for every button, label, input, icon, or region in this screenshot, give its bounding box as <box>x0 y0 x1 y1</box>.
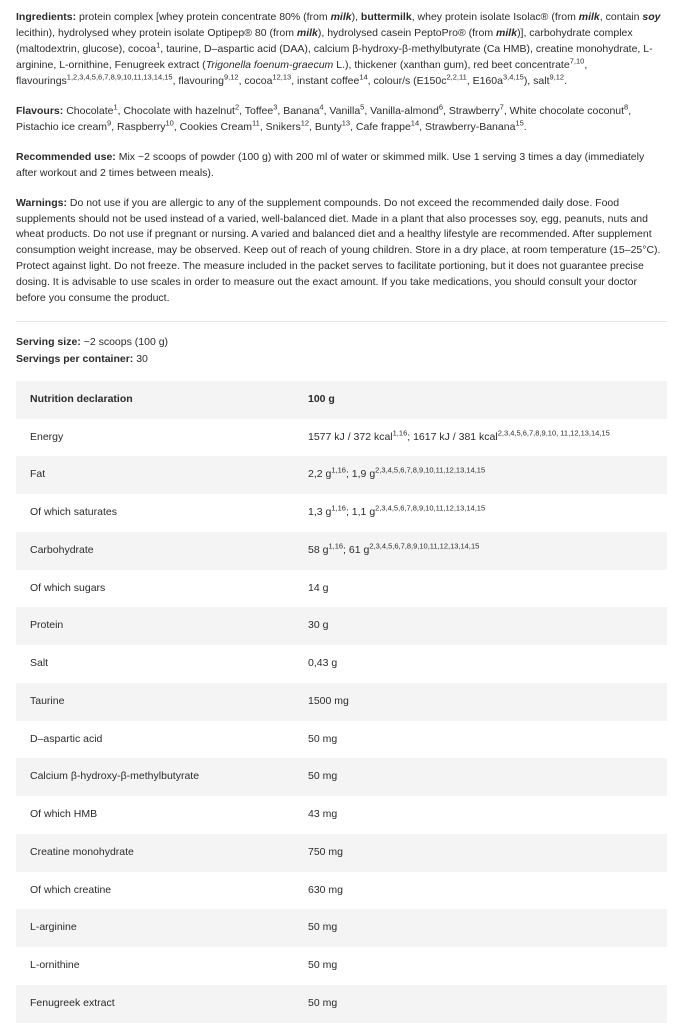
table-row <box>16 872 667 910</box>
column-header-amount: 100 g <box>308 392 335 405</box>
nutrient-name-cell: Taurine <box>30 694 65 707</box>
nutrient-name-cell: Of which HMB <box>30 808 98 821</box>
nutrient-amount-cell: 50 mg <box>308 996 338 1009</box>
table-row <box>16 909 667 947</box>
nutrient-name-cell: Of which sugars <box>30 581 106 594</box>
nutrition-table-head <box>16 381 667 419</box>
serving-size-value: ~2 scoops (100 g) <box>83 336 169 349</box>
table-row <box>16 947 667 985</box>
nutrient-amount-cell: 50 mg <box>308 921 338 934</box>
table-row <box>16 419 667 457</box>
warnings-text: Do not use if you are allergic to any of the supplement compounds. Do not exceed the recommended daily dose. Food supplements should not be used instead of a varied, well-balanced diet. Made in a plant that also processes soy, egg, peanuts, nuts and wheat products. Do not use if pregnant or nursing. A varied and balanced diet and a healthy lifestyle are recommended. After supplement consumption weight increase, may be observed. Keep out of reach of young children. Store in a dry place, at room temperature (15–25°C). Protect against light. Do not freeze. The measure included in the packet serves to facilitate portioning, but it does not guarantee precise dosing. It is advisable to use scales in order to measure out the exact amount. If you take medications, you should consult your doctor before you consume the product. <box>16 196 661 305</box>
nutrient-amount-cell: 50 mg <box>308 959 338 972</box>
nutrient-amount-cell: 30 g <box>308 619 329 632</box>
nutrient-name-cell: Calcium β-hydroxy-β-methylbutyrate <box>30 770 200 783</box>
ingredients-paragraph <box>16 10 667 90</box>
flavours-text: Chocolate$^1$, Chocolate with hazelnut$^2$, Toffee$^3$, Banana$^4$, Vanilla$^5$, Vanilla-almond$^6$, Strawberry$^7$, White chocolate coconut$^8$, Pistachio ice cream$^9$, Raspberry$^{10}$, Cookies Cream$^{11}$, Snikers$^{12}$, Bunty$^{13}$, Cafe frappe$^{14}$, Strawberry-Banana$^{15}$. <box>16 102 632 133</box>
nutrient-name-cell: Of which saturates <box>30 506 117 519</box>
table-row <box>16 985 667 1023</box>
nutrient-amount-cell: 50 mg <box>308 732 338 745</box>
ingredients-text: protein complex [whey protein concentrate 80% (from milk), buttermilk, whey protein isolate Isolac® (from milk, contain soy lecithin), hydrolysed whey protein isolate Optipep® 80 (from milk), hydrolysed casein PeptoPro® (from milk)], carbohydrate complex (maltodextrin, glucose), cocoa$^1$, taurine, D–aspartic acid (DAA), calcium β-hydroxy-β-methylbutyrate (Ca HMB), creatine monohydrate, L-arginine, L-ornithine, Fenugreek extract (Trigonella foenum-graecum L.), thickener (xanthan gum), red beet concentrate$^{7,10}$, flavourings$^{1,2,3,4,5,6,7,8,9,10,11,13,14,15}$, flavouring$^{9,12}$, cocoa$^{12,13}$, instant coffee$^{14}$, colour/s ($E150c^{2,2,11}$, $E160a^{3,4,15}$), salt$^{9,12}$. <box>16 11 661 87</box>
column-header-nutrient: Nutrition declaration <box>30 392 133 405</box>
nutrient-amount-cell: 50 mg <box>308 770 338 783</box>
nutrition-table-body <box>16 419 667 1023</box>
nutrient-name-cell: Carbohydrate <box>30 543 94 556</box>
table-header-row <box>16 381 667 419</box>
nutrient-amount-cell: 1500 mg <box>308 694 349 707</box>
recommended-use-paragraph <box>16 150 667 182</box>
table-row <box>16 834 667 872</box>
nutrient-amount-cell: 630 mg <box>308 883 344 896</box>
table-row <box>16 494 667 532</box>
table-row <box>16 532 667 570</box>
nutrient-name-cell: Protein <box>30 619 64 632</box>
nutrient-amount-cell: 43 mg <box>308 808 338 821</box>
nutrient-name-cell: Salt <box>30 657 49 670</box>
nutrient-name-cell: Creatine monohydrate <box>30 845 134 858</box>
table-row <box>16 683 667 721</box>
serving-size-row <box>16 334 667 350</box>
recommended-use-label: Recommended use: <box>16 150 116 163</box>
table-row <box>16 456 667 494</box>
bottom-spacer <box>16 1023 667 1033</box>
nutrient-name-cell: Energy <box>30 430 64 443</box>
nutrient-name-cell: L-arginine <box>30 921 77 934</box>
nutrient-amount-cell: 0,43 g <box>308 657 338 670</box>
nutrient-name-cell: L-ornithine <box>30 959 80 972</box>
nutrition-declaration-table <box>16 381 667 1023</box>
table-row <box>16 570 667 608</box>
nutrient-amount-cell: 750 mg <box>308 845 344 858</box>
servings-per-container-row <box>16 351 667 367</box>
flavours-paragraph <box>16 104 667 136</box>
table-row <box>16 645 667 683</box>
nutrient-name-cell: D–aspartic acid <box>30 732 103 745</box>
servings-per-container-label: Servings per container: <box>16 352 134 365</box>
table-row <box>16 758 667 796</box>
ingredients-label: Ingredients: <box>16 11 77 23</box>
table-row <box>16 721 667 759</box>
nutrient-name-cell: Fenugreek extract <box>30 996 115 1009</box>
nutrient-amount-cell: 58 $g^{1,16}$; 61 $g^{2,3,4,5,6,7,8,9,10,11,12,13,14,15}$ <box>308 541 480 556</box>
serving-size-label: Serving size: <box>16 336 81 349</box>
table-row <box>16 796 667 834</box>
nutrient-amount-cell: 1,3 $g^{1,16}$; 1,1 $g^{2,3,4,5,6,7,8,9,10,11,12,13,14,15}$ <box>308 503 486 519</box>
warnings-paragraph <box>16 196 667 308</box>
nutrient-amount-cell: 14 g <box>308 581 329 594</box>
serving-info <box>16 334 667 367</box>
nutrient-name-cell: Of which creatine <box>30 883 112 896</box>
servings-per-container-value: 30 <box>136 352 148 365</box>
section-divider <box>16 321 667 322</box>
warnings-label: Warnings: <box>16 196 67 209</box>
nutrient-amount-cell: 2,2 $g^{1,16}$; 1,9 $g^{2,3,4,5,6,7,8,9,10,11,12,13,14,15}$ <box>308 465 486 481</box>
flavours-label: Flavours: <box>16 104 64 117</box>
table-row <box>16 607 667 645</box>
nutrient-amount-cell: 1577 kJ / 372 kcal$^{1,16}$; 1617 kJ / 381 kcal$^{2,3,4,5,6,7,8,9,10, 11,12,13,14,15}$ <box>308 428 610 443</box>
nutrient-name-cell: Fat <box>30 468 46 481</box>
recommended-use-text: Mix ~2 scoops of powder (100 g) with 200 ml of water or skimmed milk. Use 1 serving 3 times a day (immediately after workout and 2 times between meals). <box>16 150 645 179</box>
